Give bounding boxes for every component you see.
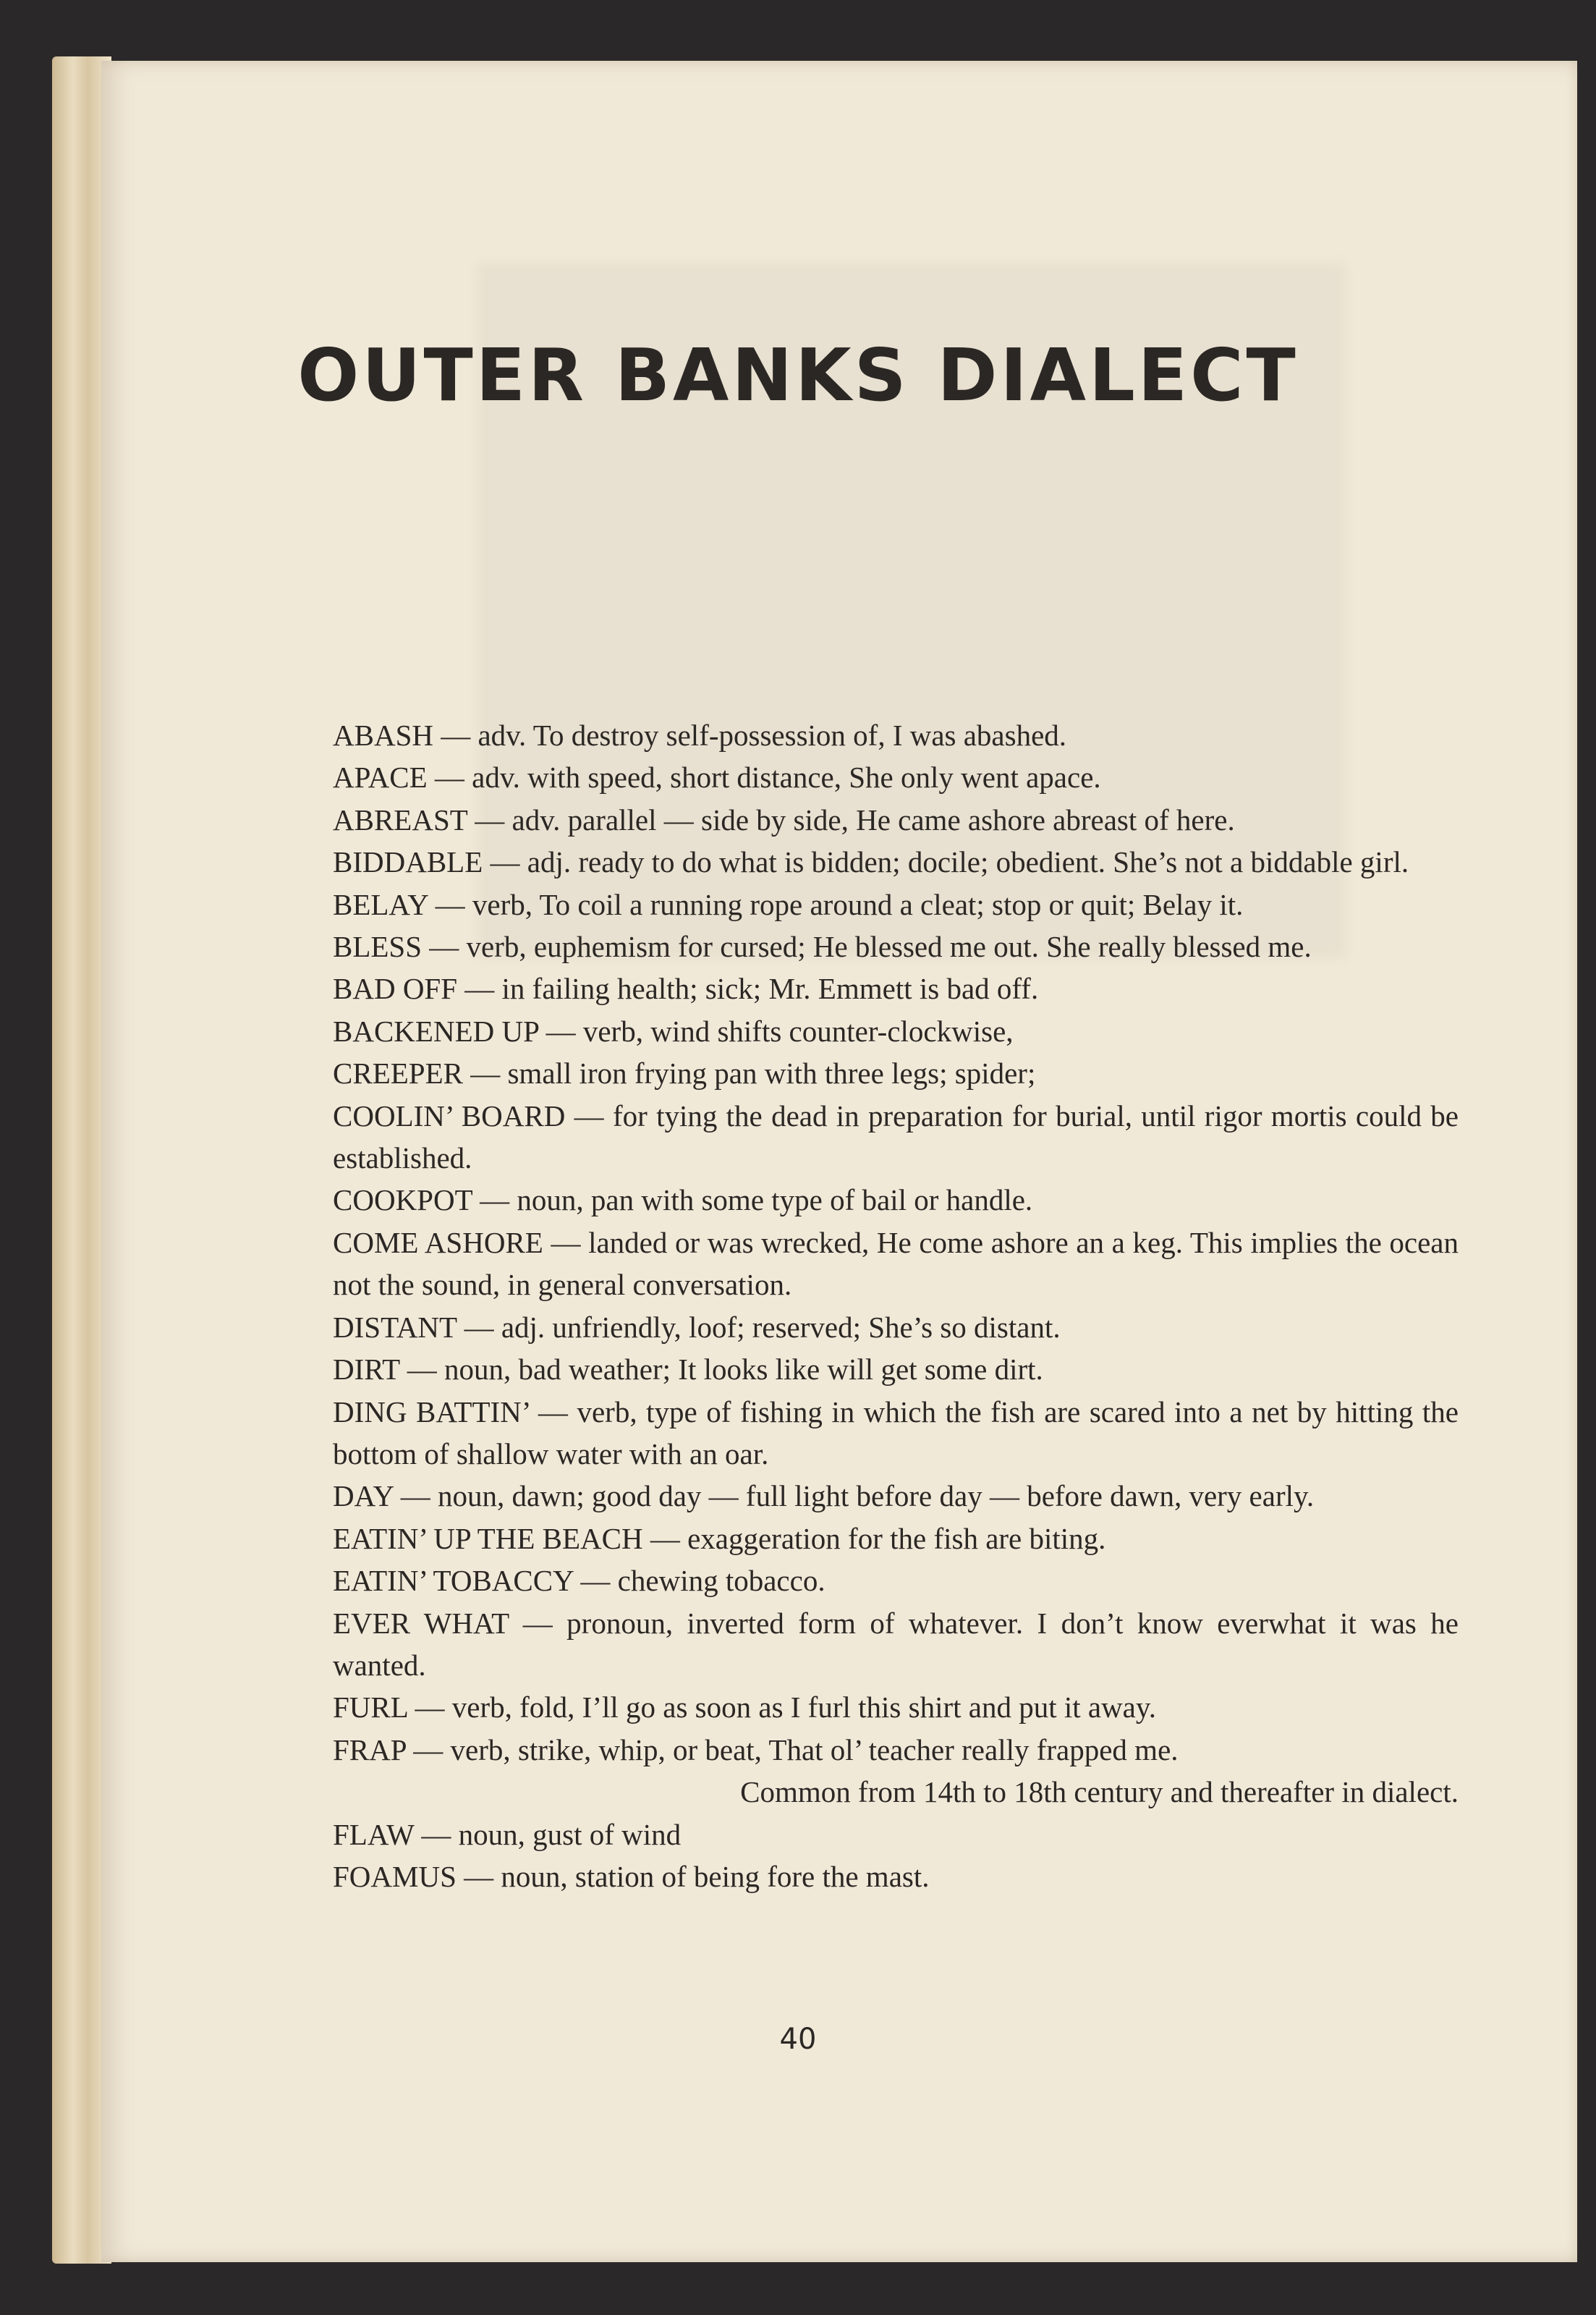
dialect-entry-list (333, 714, 1459, 1897)
dialect-entry-ding-battin: DING BATTIN’ — verb, type of fishing in which the fish are scared into a net by hitting the bottom of shallow water with an oar. (333, 1394, 1459, 1470)
dialect-entry-come-ashore: COME ASHORE — landed or was wrecked, He come ashore an a keg. This implies the ocean not the sound, in general conversation. (333, 1225, 1459, 1302)
dialect-entry-eatin-up-the-beach: EATIN’ UP THE BEACH — exaggeration for the fish are biting. (333, 1521, 1106, 1555)
dialect-entry-furl: FURL — verb, fold, I’ll go as soon as I furl this shirt and put it away. (333, 1690, 1156, 1724)
page-title: OUTER BANKS DIALECT (297, 333, 1299, 418)
dialect-entry-bless: BLESS — verb, euphemism for cursed; He blessed me out. She really blessed me. (333, 930, 1312, 964)
dialect-entry-belay: BELAY — verb, To coil a running rope around a cleat; stop or quit; Belay it. (333, 887, 1244, 921)
dialect-entry-biddable: BIDDABLE — adj. ready to do what is bidden; docile; obedient. She’s not a biddable girl. (333, 845, 1409, 879)
dialect-entry-ever-what: EVER WHAT — pronoun, inverted form of whatever. I don’t know everwhat it was he wanted. (333, 1606, 1459, 1682)
dialect-entry-frap-note: Common from 14th to 18th century and thereafter in dialect. (740, 1775, 1459, 1809)
dialect-entry-flaw: FLAW — noun, gust of wind (333, 1817, 682, 1851)
dialect-entry-bad-off: BAD OFF — in failing health; sick; Mr. Emmett is bad off. (333, 972, 1039, 1006)
dialect-entry-creeper: CREEPER — small iron frying pan with three legs; spider; (333, 1057, 1036, 1091)
dialect-entry-abash: ABASH — adv. To destroy self-possession of, I was abashed. (333, 719, 1067, 752)
dialect-entry-backened-up: BACKENED UP — verb, wind shifts counter-clockwise, (333, 1014, 1014, 1048)
dialect-entry-apace: APACE — adv. with speed, short distance, She only went apace. (333, 761, 1101, 795)
dialect-entry-foamus: FOAMUS — noun, station of being fore the mast. (333, 1859, 930, 1893)
dialect-entry-eatin-tobaccy: EATIN’ TOBACCY — chewing tobacco. (333, 1564, 825, 1598)
dialect-entry-distant: DISTANT — adj. unfriendly, loof; reserved; She’s so distant. (333, 1310, 1061, 1344)
dialect-entry-dirt: DIRT — noun, bad weather; It looks like will get some dirt. (333, 1353, 1043, 1387)
dialect-entry-coolin-board: COOLIN’ BOARD — for tying the dead in preparation for burial, until rigor mortis could be established. (333, 1099, 1459, 1175)
dialect-entry-frap: FRAP — verb, strike, whip, or beat, That ol’ teacher really frapped me. (333, 1732, 1179, 1766)
dialect-entry-abreast: ABREAST — adv. parallel — side by side, He came ashore abreast of here. (333, 803, 1235, 837)
dialect-entry-day: DAY — noun, dawn; good day — full light before day — before dawn, very early. (333, 1479, 1315, 1513)
page-number: 40 (779, 2023, 817, 2056)
dialect-entry-cookpot: COOKPOT — noun, pan with some type of bail or handle. (333, 1183, 1033, 1217)
